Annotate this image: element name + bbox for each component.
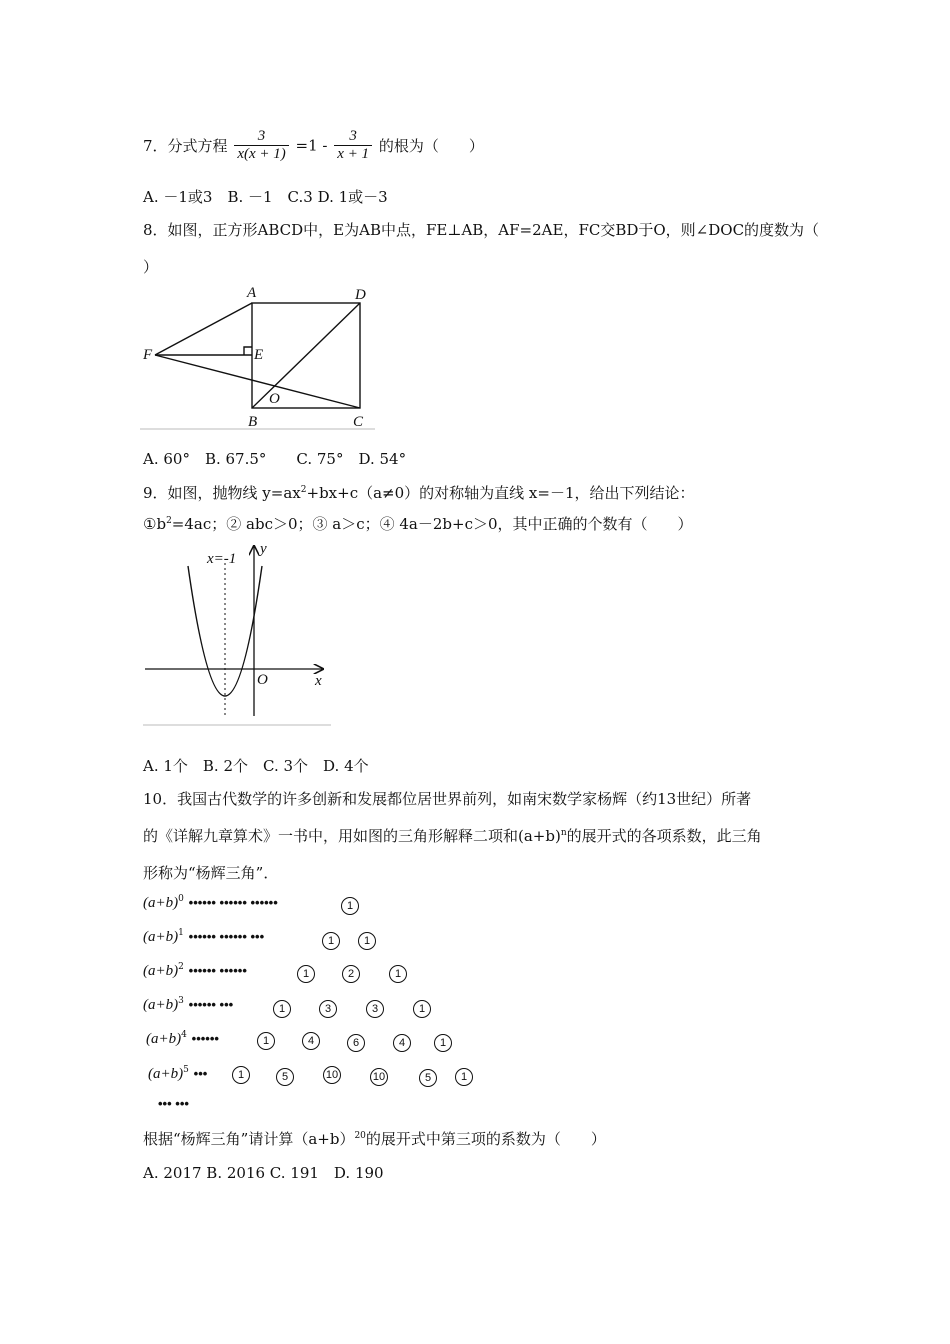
q9-line2-b: =4ac；② abc＞0；③ a＞c；④ 4a－2b+c＞0，其中正确的个数有（ ） [171, 515, 693, 533]
q10-line3: 形称为“杨辉三角”． [143, 864, 279, 882]
right-angle-mark [244, 347, 252, 355]
q7-frac1-den: x(x + 1) [234, 145, 288, 163]
label-a: A [247, 285, 257, 301]
q10-question [143, 1128, 606, 1149]
triangle-row-1 [143, 927, 264, 946]
label-o: O [269, 391, 280, 407]
q10-options: A. 2017 B. 2016 C. 191 D. 190 [143, 1164, 384, 1182]
q9-line1-a: 9．如图，抛物线 y=ax [143, 484, 301, 502]
label-x: x [315, 673, 322, 689]
q7-mid: =1 - [295, 136, 328, 155]
q9-line1 [143, 482, 695, 503]
row-exponent: 2 [178, 962, 184, 972]
row-label: (a+b) [143, 963, 179, 979]
row-exponent: 3 [178, 996, 184, 1006]
row-label: (a+b) [143, 895, 179, 911]
row-label: (a+b) [143, 929, 179, 945]
coeff-4-1: 4 [302, 1032, 320, 1050]
coeff-4-0: 1 [257, 1032, 275, 1050]
triangle-row-4 [146, 1029, 219, 1048]
label-b: B [248, 414, 258, 430]
q7-prefix: 7．分式方程 [143, 137, 228, 155]
q8-line1: 8．如图，正方形ABCD中，E为AB中点，FE⊥AB，AF=2AE，FC交BD于O，则∠DOC的度数为（ [143, 221, 820, 239]
q7-options: A. －1或3 B. －1 C.3 D. 1或－3 [143, 188, 388, 206]
row-exponent: 0 [178, 894, 184, 904]
coeff-5-2: 10 [323, 1066, 341, 1084]
coeff-5-0: 1 [232, 1066, 250, 1084]
row-label: (a+b) [146, 1031, 182, 1047]
coeff-2-0: 1 [297, 965, 315, 983]
row-dots: •••••• •••••• [188, 963, 247, 978]
q7-fraction-1 [234, 128, 288, 163]
q9-parabola-figure [143, 538, 331, 728]
label-origin: O [257, 672, 268, 688]
coeff-4-4: 1 [434, 1034, 452, 1052]
coeff-1-1: 1 [358, 932, 376, 950]
row-dots: ••• [193, 1066, 208, 1081]
label-f: F [143, 347, 153, 363]
q7-stem [143, 128, 484, 163]
q7-frac2-den: x + 1 [334, 145, 372, 163]
coeff-3-0: 1 [273, 1000, 291, 1018]
coeff-5-1: 5 [276, 1068, 294, 1086]
label-e: E [254, 347, 264, 363]
coeff-4-2: 6 [347, 1034, 365, 1052]
q10-question-a: 根据“杨辉三角”请计算（a+b） [143, 1130, 355, 1148]
row-exponent: 4 [181, 1030, 187, 1040]
coeff-3-2: 3 [366, 1000, 384, 1018]
q7-frac1-num: 3 [257, 128, 266, 144]
label-x-eq-minus1: x=-1 [207, 551, 237, 567]
row-exponent: 1 [178, 928, 184, 938]
coeff-5-3: 10 [370, 1068, 388, 1086]
q10-line2-a: 的《详解九章算术》一书中，用如图的三角形解释二项和(a+b) [143, 827, 561, 845]
q7-frac2-num: 3 [349, 128, 357, 144]
coeff-1-0: 1 [322, 932, 340, 950]
segment-fa [155, 303, 252, 355]
row-exponent: 5 [183, 1065, 189, 1075]
triangle-row-0 [143, 893, 278, 912]
coeff-5-4: 5 [419, 1069, 437, 1087]
q8-line2: ） [143, 258, 159, 276]
triangle-row-3 [143, 995, 233, 1014]
q9-sup-2b: 2 [166, 516, 172, 526]
q10-line1: 10．我国古代数学的许多创新和发展都位居世界前列，如南宋数学家杨辉（约13世纪）所著 [143, 790, 752, 808]
coeff-4-3: 4 [393, 1034, 411, 1052]
row-label: (a+b) [148, 1066, 184, 1082]
row-dots: •••••• •••••• •••••• [188, 895, 278, 910]
q9-options: A. 1个 B. 2个 C. 3个 D. 4个 [143, 757, 369, 775]
coeff-0-0: 1 [341, 897, 359, 915]
q10-line2 [143, 825, 762, 846]
row-dots: •••••• [191, 1031, 219, 1046]
q7-suffix: 的根为（ ） [378, 137, 484, 155]
q8-square-figure [140, 283, 375, 433]
q9-line2-a: ①b [143, 515, 167, 533]
q10-sup-n: n [560, 828, 567, 838]
coeff-3-1: 3 [319, 1000, 337, 1018]
row-dots: •••••• •••••• ••• [188, 929, 265, 944]
q8-options: A. 60° B. 67.5° C. 75° D. 54° [143, 450, 407, 468]
coeff-2-2: 1 [389, 965, 407, 983]
label-y: y [260, 541, 267, 557]
coeff-3-3: 1 [413, 1000, 431, 1018]
row-label: (a+b) [143, 997, 179, 1013]
q10-sup-20: 20 [354, 1131, 366, 1141]
label-d: D [355, 287, 366, 303]
parabola-curve [188, 566, 262, 696]
coeff-2-1: 2 [342, 965, 360, 983]
q9-sup-2a: 2 [300, 485, 307, 495]
label-c: C [353, 414, 364, 430]
coeff-5-5: 1 [455, 1068, 473, 1086]
triangle-trailing-dots: ••• ••• [158, 1096, 189, 1111]
row-dots: •••••• ••• [188, 997, 234, 1012]
q10-question-b: 的展开式中第三项的系数为（ ） [365, 1130, 606, 1148]
q10-line2-b: 的展开式的各项系数，此三角 [566, 827, 762, 845]
triangle-row-2 [143, 961, 247, 980]
q9-line1-b: +bx+c（a≠0）的对称轴为直线 x=－1，给出下列结论： [306, 484, 695, 502]
triangle-row-5 [148, 1064, 207, 1083]
q9-line2 [143, 513, 693, 534]
q7-fraction-2 [334, 128, 372, 163]
